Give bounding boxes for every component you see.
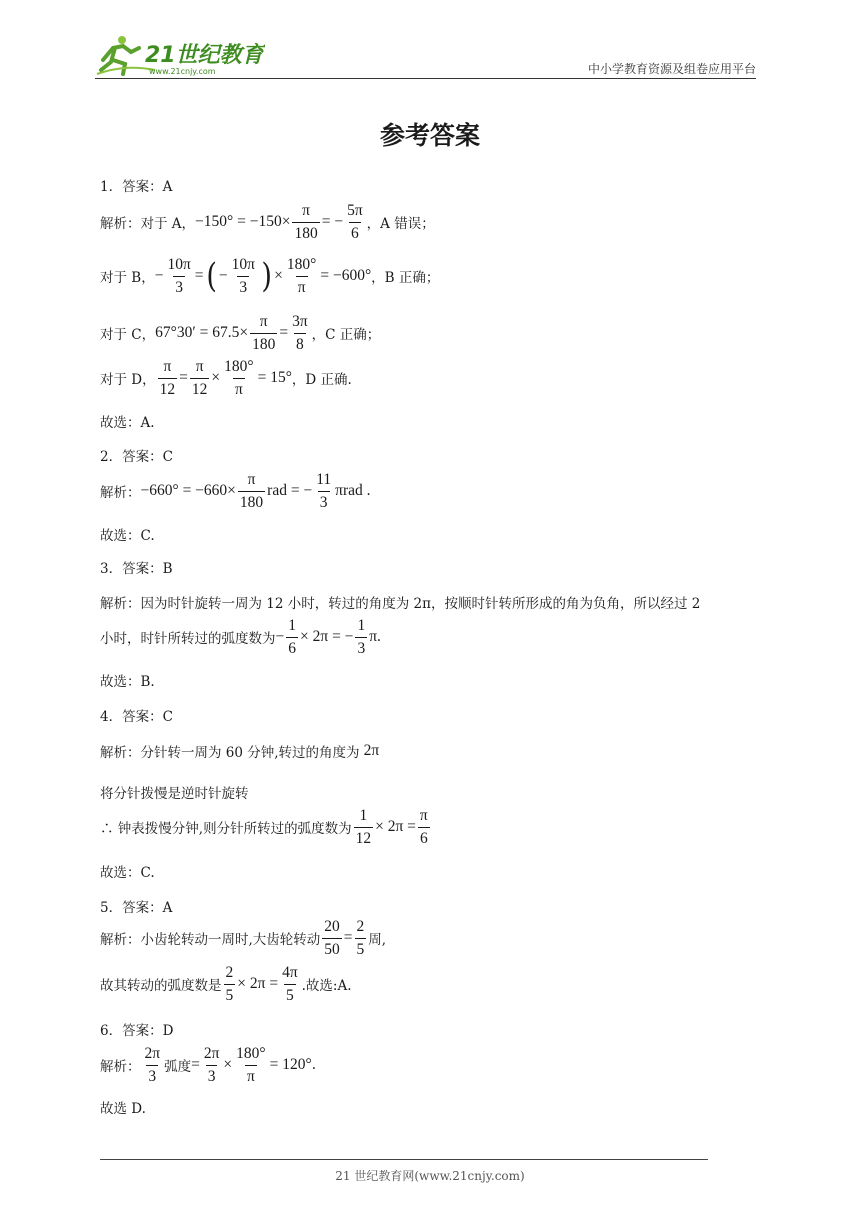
q5-answer: 5．答案：A xyxy=(100,900,173,916)
q4-explanation-line2: 将分针拨慢是逆时针旋转 xyxy=(100,786,249,802)
footer-text: 21 世纪教育网(www.21cnjy.com) xyxy=(335,1169,525,1183)
header-platform-text: 中小学教育资源及组卷应用平台 xyxy=(587,62,756,76)
q5-explanation-line2: 故其转动的弧度数是 $\frac{2}{5}$ × 2π = $\frac{4\pi}{5}$ .故选:A. xyxy=(100,964,352,1004)
logo-21cnjy xyxy=(95,34,265,78)
q2-choice: 故选：C. xyxy=(100,528,155,544)
q4-answer: 4．答案：C xyxy=(100,709,173,725)
q6-answer: 6．答案：D xyxy=(100,1023,174,1039)
q5-explanation-line1: 解析：小齿轮转动一周时,大齿轮转动 $\frac{20}{50}$ = $\frac{2}{5}$ 周, xyxy=(100,918,387,958)
q1-option-a: 解析：对于 A， −150° = −150× $\frac{\pi}{180}$ = − $\frac{5\pi}{6}$ ，A 错误； xyxy=(100,202,435,242)
q2-answer: 2．答案：C xyxy=(100,449,173,465)
page-title: 参考答案 xyxy=(379,121,480,150)
q6-explanation: 解析： $\frac{2\pi}{3}$ 弧度 = $\frac{2\pi}{3}$ × $\frac{180^\circ}{\pi}$ = 120° . xyxy=(100,1045,316,1085)
svg-text:21世纪教育: 21世纪教育 xyxy=(145,43,264,68)
q3-answer: 3．答案：B xyxy=(100,561,173,577)
q6-choice: 故选 D. xyxy=(100,1101,146,1117)
q4-explanation-line3: ∴ 钟表拨慢分钟,则分针所转过的弧度数为 $\frac{1}{12}$ × 2π = $\frac{\pi}{6}$ xyxy=(100,807,428,847)
q4-explanation-line1: 解析：分针转一周为 60 分钟,转过的角度为 2π xyxy=(100,742,380,761)
q2-explanation: 解析： −660° = −660× $\frac{\pi}{180}$ rad = − $\frac{11}{3}$ πrad . xyxy=(100,471,371,511)
footer-rule xyxy=(100,1159,708,1160)
q1-answer: 1．答案：A xyxy=(100,179,173,195)
svg-text:www.21cnjy.com: www.21cnjy.com xyxy=(149,67,216,76)
q3-explanation-line2: 小时，时针所转过的弧度数为 − $\frac{1}{6}$ × 2π = − $\frac{1}{3}$ π. xyxy=(100,617,381,657)
q3-explanation-line1: 解析：因为时针旋转一周为 12 小时，转过的角度为 2π，按顺时针转所形成的角为负角，所以经过 2 xyxy=(100,596,701,612)
header-rule xyxy=(95,78,756,79)
q1-option-d: 对于 D， $\frac{\pi}{12}$ = $\frac{\pi}{12}$ × $\frac{180^\circ}{\pi}$ = 15° ，D 正确. xyxy=(100,358,352,398)
q3-choice: 故选：B. xyxy=(100,674,155,690)
q1-choice: 故选：A. xyxy=(100,415,155,431)
q4-choice: 故选：C. xyxy=(100,865,155,881)
q1-option-b: 对于 B， − $\frac{10\pi}{3}$ = ( − $\frac{10\pi}{3}$ ) × $\frac{180^\circ}{\pi}$ = −600° ，B 正确； xyxy=(100,256,440,296)
q1-option-c: 对于 C， 67°30′ = 67.5× $\frac{\pi}{180}$ = $\frac{3\pi}{8}$ ，C 正确； xyxy=(100,313,381,353)
